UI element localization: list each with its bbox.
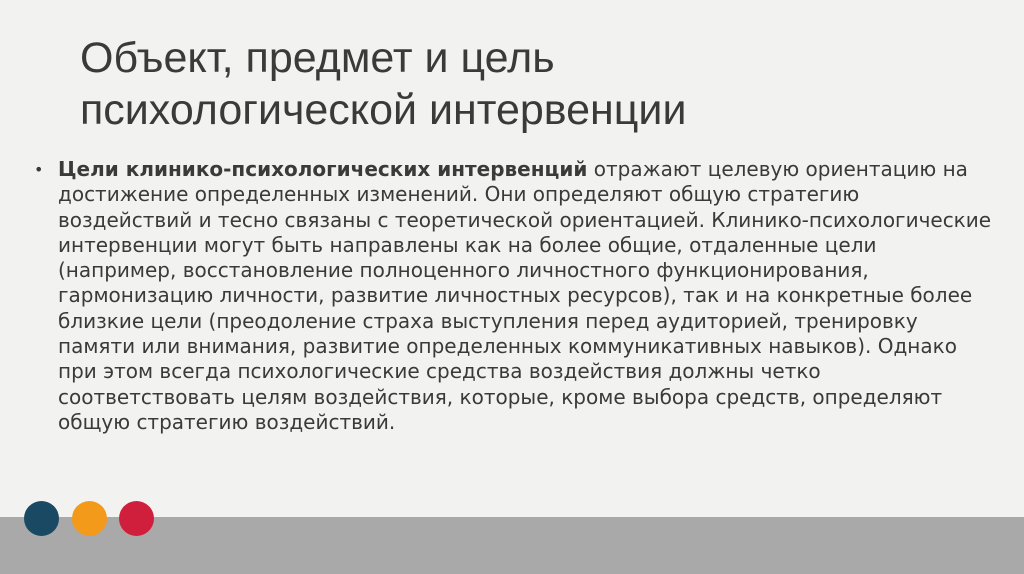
bullet-marker: • xyxy=(34,160,44,179)
title-line-1: Объект, предмет и цель xyxy=(80,34,555,82)
orange-circle-decoration xyxy=(72,501,107,536)
bullet-paragraph xyxy=(58,157,994,435)
title-line-2: психологической интервенции xyxy=(80,86,687,134)
bullet-bold-lead: Цели клинико-психологических интервенций xyxy=(58,157,588,181)
bullet-body-text: отражают целевую ориентацию на достижение определенных изменений. Они определяют общую стратегию воздействий и тесно связаны с теоретической ориентацией. Клинико-психологические интервенции могут быть направлены как на более общие, отдаленные цели (например, восстановление полноценного личностного функционирования, гармонизацию личности, развитие личностных ресурсов), так и на конкретные более близкие цели (преодоление страха выступления перед аудиторией, тренировку памяти или внимания, развитие определенных коммуникативных навыков). Однако при этом всегда психологические средства воздействия должны четко соответствовать целям воздействия, которые, кроме выбора средств, определяют общую стратегию воздействий. xyxy=(58,157,992,434)
footer-band xyxy=(0,517,1024,574)
slide-title xyxy=(80,32,940,136)
red-circle-decoration xyxy=(119,501,154,536)
navy-circle-decoration xyxy=(24,501,59,536)
